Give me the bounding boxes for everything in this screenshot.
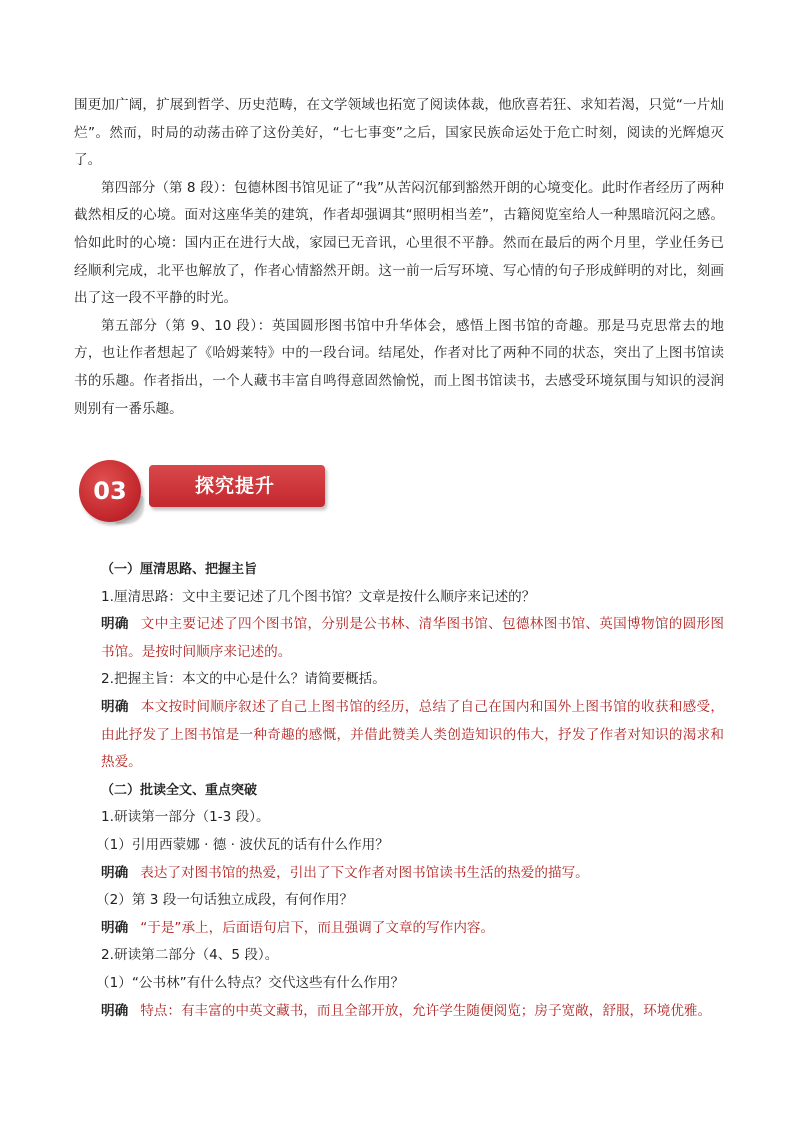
section-number-badge [79,460,141,522]
answer-text: 表达了对图书馆的热爱，引出了下文作者对图书馆读书生活的热爱的描写。 [140,864,589,881]
paragraph-continued: 围更加广阔，扩展到哲学、历史范畴，在文学领域也拓宽了阅读体裁，他欣喜若狂、求知若渴，只觉“一片灿烂”。然而，时局的动荡击碎了这份美好，“七七事变”之后，国家民族命运处于危亡时刻，阅读的光辉熄灭了。 [74,97,724,169]
paragraph-part-four: 第四部分（第 8 段）：包德林图书馆见证了“我”从苦闷沉郁到豁然开朗的心境变化。此时作者经历了两种截然相反的心境。面对这座华美的建筑，作者却强调其“照明相当差”，古籍阅览室给人一种黑暗沉闷之感。恰如此时的心境：国内正在进行大战，家园已无音讯，心里很不平静。然而在最后的两个月里，学业任务已经顺利完成，北平也解放了，作者心情豁然开朗。这一前一后写环境、写心情的句子形成鲜明的对比，刻画出了这一段不平静的时光。 [74,179,724,307]
questions-block [74,556,724,1025]
answer-label: 明确 [101,698,129,715]
question-text: （2）第 3 段一句话独立成段，有何作用？ [96,892,354,909]
subsection-heading: （二）批读全文、重点突破 [101,782,258,798]
paragraph-part-five: 第五部分（第 9、10 段）：英国圆形图书馆中升华体会，感悟上图书馆的奇趣。那是马克思常去的地方，也让作者想起了《哈姆莱特》中的一段台词。结尾处，作者对比了两种不同的状态，突出了上图书馆读书的乐趣。作者指出，一个人藏书丰富自鸣得意固然愉悦，而上图书馆读书，去感受环境氛围与知识的浸润则别有一番乐趣。 [74,317,724,417]
answer-text: 文中主要记述了四个图书馆，分别是公书林、清华图书馆、包德林图书馆、英国博物馆的圆形图书馆。是按时间顺序来记述的。 [101,616,725,660]
answer-label: 明确 [101,1002,129,1019]
question-text: 1.厘清思路：文中主要记述了几个图书馆？文章是按什么顺序来记述的？ [101,588,536,605]
question-text: （1）引用西蒙娜 · 德 · 波伏瓦的话有什么作用？ [96,836,389,853]
answer-label: 明确 [101,616,129,633]
answer-label: 明确 [101,864,129,881]
analysis-text-block [74,92,724,423]
section-banner [75,460,335,526]
question-text: （1）“公书林”有什么特点？交代这些有什么作用？ [96,974,405,991]
question-text: 2.把握主旨：本文的中心是什么？请简要概括。 [101,671,386,688]
subsection-heading: （一）厘清思路、把握主旨 [101,562,258,577]
section-number: 03 [93,477,127,505]
answer-text: 特点：有丰富的中英文藏书，而且全部开放，允许学生随便阅览；房子宽敞，舒服，环境优雅。 [140,1002,712,1019]
study-item: 2.研读第二部分（4、5 段）。 [101,947,279,964]
study-item: 1.研读第一部分（1-3 段）。 [101,809,270,826]
answer-text: “于是”承上，后面语句启下，而且强调了文章的写作内容。 [140,919,495,936]
banner-title: 探究提升 [195,475,276,497]
answer-label: 明确 [101,919,129,936]
answer-text: 本文按时间顺序叙述了自己上图书馆的经历，总结了自己在国内和国外上图书馆的收获和感受，由此抒发了上图书馆是一种奇趣的感慨，并借此赞美人类创造知识的伟大，抒发了作者对知识的渴求和热爱。 [101,698,725,771]
banner-title-bar [149,465,325,507]
